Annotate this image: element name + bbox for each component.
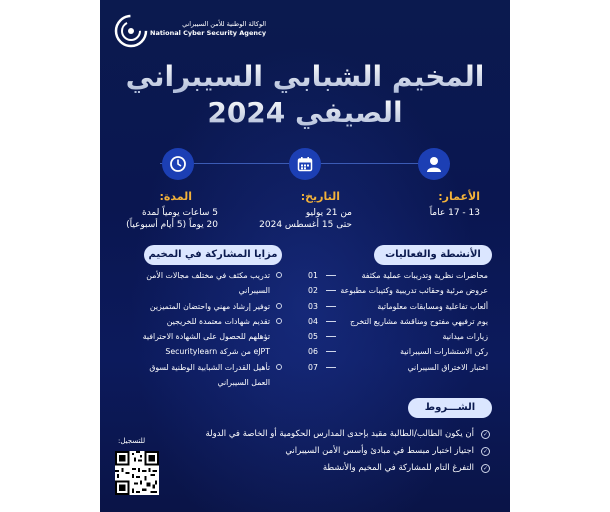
age-label: الأعمار: — [438, 190, 480, 203]
page-title-line2: الصيفي 2024 — [100, 96, 510, 129]
advantage-item-cont: eJPT من شركة Securitylearn — [165, 347, 270, 357]
date-value — [259, 207, 352, 231]
page-title-line1: المخيم الشبابي السيبراني — [100, 60, 510, 93]
check-icon: ✓ — [482, 465, 489, 472]
duration-value-line1: 5 ساعات يومياً لمدة — [141, 208, 218, 218]
clock-icon — [162, 148, 194, 180]
conditions-list — [205, 426, 490, 477]
age-value: 13 - 17 عاماً — [429, 208, 480, 218]
activity-item: ألعاب تفاعلية ومسابقات معلوماتية 03 — [308, 301, 488, 311]
date-value-line1: من 21 يوليو — [305, 208, 352, 218]
calendar-icon — [289, 148, 321, 180]
ncsa-logo-icon — [114, 14, 148, 48]
advantage-item-cont: العمل السيبراني — [217, 378, 270, 388]
poster — [100, 0, 510, 512]
check-icon: ✓ — [482, 448, 489, 455]
duration-value-line2: 20 يوماً (5 أيام أسبوعياً) — [126, 220, 218, 230]
org-name — [150, 20, 266, 38]
duration-label: المدة: — [159, 190, 192, 203]
date-value-line2: حتى 15 أغسطس 2024 — [259, 220, 352, 230]
advantage-item: تقديم شهادات معتمدة للخريجين — [122, 314, 282, 329]
condition-item: ✓ اجتياز اختبار مبسط في مبادئ وأسس الأمن السيبراني — [285, 446, 489, 456]
age-icon — [418, 148, 450, 180]
activity-item: زيارات ميدانية 05 — [308, 332, 488, 342]
advantage-item: تأهيل القدرات الشبابية الوطنية لسوق — [122, 360, 282, 375]
activity-item: يوم ترفيهي مفتوح ومناقشة مشاريع التخرج 04 — [308, 316, 488, 326]
advantage-item-cont: تؤهلهم للحصول على الشهادة الاحترافية — [142, 332, 270, 342]
activities-list — [308, 268, 488, 375]
org-name-en: National Cyber Security Agency — [150, 29, 267, 37]
conditions-heading: الشـــروط — [408, 398, 492, 418]
activities-heading: الأنشطة والفعاليات — [374, 245, 492, 265]
activity-item: محاضرات نظرية وتدريبات عملية مكثفة 01 — [308, 271, 488, 280]
condition-item: ✓ أن يكون الطالب/الطالبة مقيد بإحدى المدارس الحكومية أو الخاصة في الدولة — [205, 429, 489, 439]
activity-item: عروض مرئية وحقائب تدريبية وكتيبات مطبوعة 02 — [308, 286, 488, 296]
date-label: التاريخ: — [300, 190, 340, 203]
duration-value — [126, 207, 218, 231]
check-icon: ✓ — [482, 431, 489, 438]
advantages-heading: مزايا المشاركة في المخيم — [144, 245, 282, 265]
advantage-item: تدريب مكثف في مختلف مجالات الأمن — [122, 268, 282, 283]
qr-code-icon[interactable] — [115, 451, 159, 495]
advantage-item-cont: السيبراني — [238, 286, 270, 296]
org-name-ar: الوكالة الوطنية للأمن السيبراني — [182, 20, 267, 28]
activity-item: اختبار الاختراق السيبراني 07 — [308, 362, 488, 372]
activity-item: ركن الاستشارات السيبرانية 06 — [308, 347, 488, 357]
condition-item: ✓ التفرغ التام للمشاركة في المخيم والأنشطة — [322, 463, 489, 473]
advantages-list — [122, 268, 282, 390]
register-label: للتسجيل: — [118, 437, 146, 445]
advantage-item: توفير إرشاد مهني واحتضان المتميزين — [122, 299, 282, 314]
